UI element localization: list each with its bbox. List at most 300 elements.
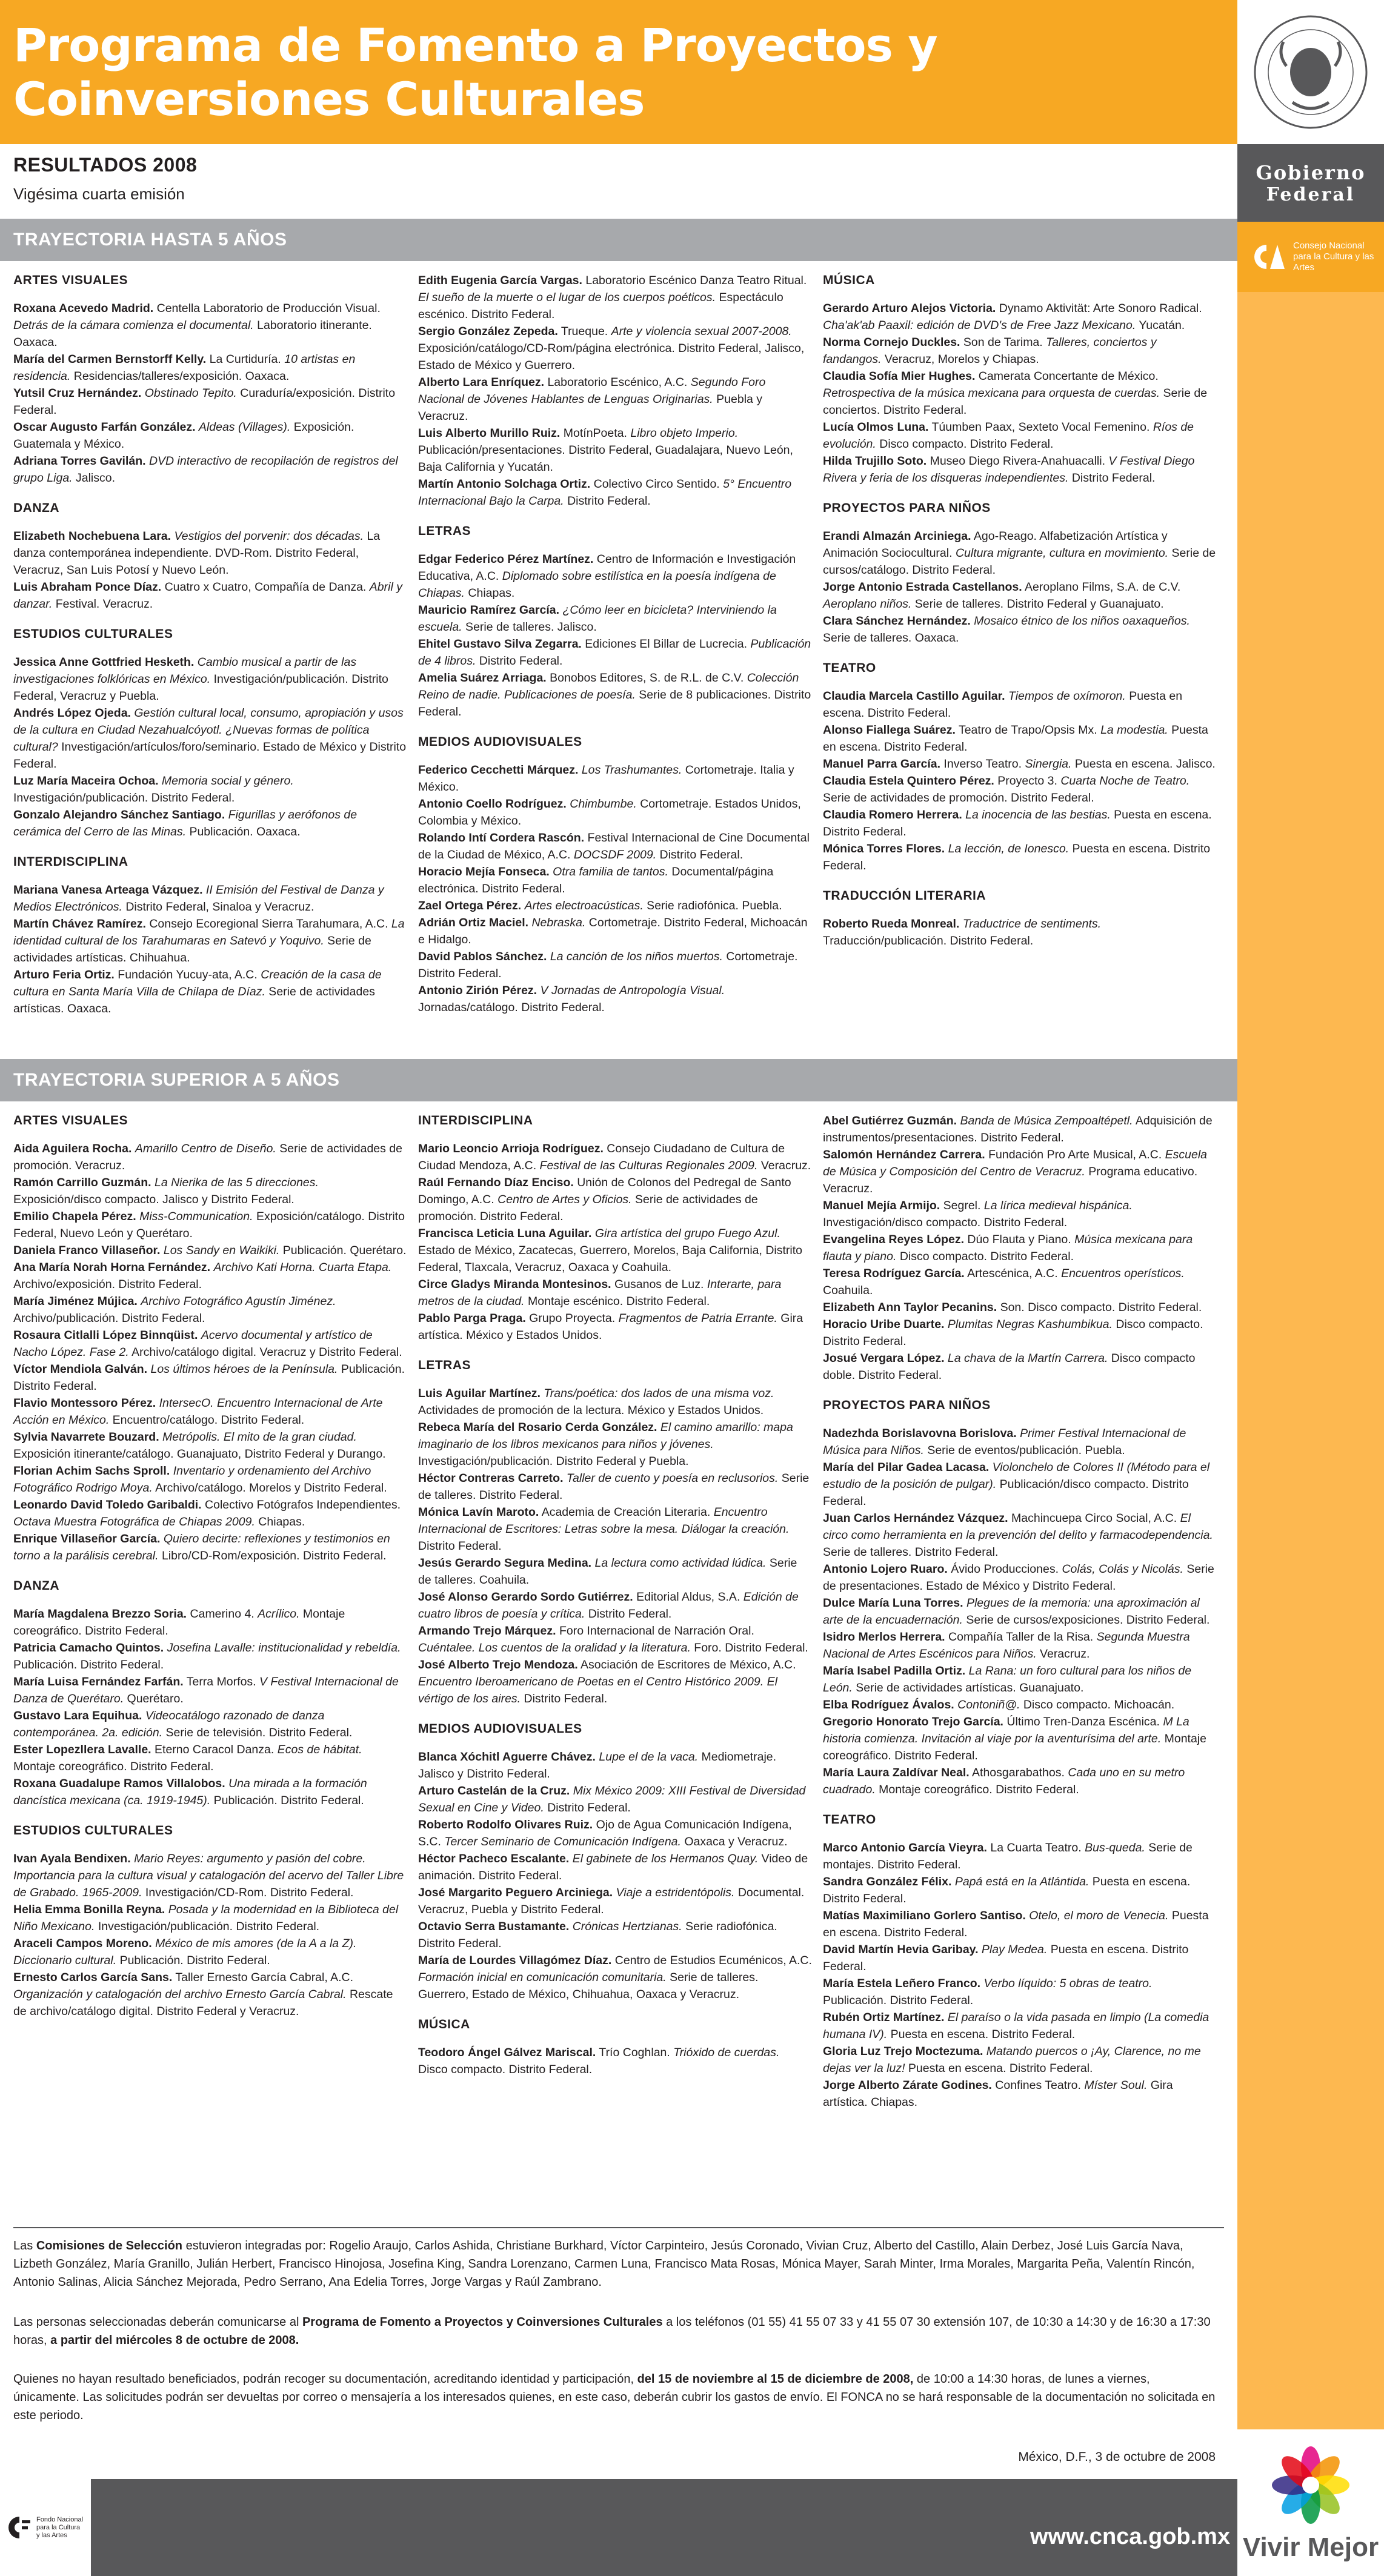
category-heading: ARTES VISUALES <box>13 273 128 287</box>
project-title: El circo como herramienta en la prevención del delito y farmacodependencia. <box>823 1512 1213 1542</box>
beneficiary-name: María del Pilar Gadea Lacasa. <box>823 1461 990 1474</box>
beneficiary-name: María Jiménez Mújica. <box>13 1295 138 1308</box>
beneficiary-entry <box>823 419 1217 453</box>
vivir-mejor-logo <box>1237 2429 1384 2576</box>
project-details: Puesta en escena. Distrito Federal. <box>823 808 1212 838</box>
beneficiary-entry <box>13 806 407 840</box>
beneficiary-entry <box>418 1918 812 1952</box>
beneficiary-entry <box>418 669 812 720</box>
section1-column-1 <box>13 272 407 1017</box>
beneficiary-name: Luis Alberto Murillo Ruiz. <box>418 427 561 440</box>
page-title: Programa de Fomento a Proyectos y Coinversiones Culturales <box>13 18 937 126</box>
project-details: Programa educativo. Veracruz. <box>823 1165 1198 1195</box>
beneficiary-entry <box>418 476 812 510</box>
project-details: Investigación/publicación. Distrito Federal. <box>95 1920 320 1933</box>
organization-text: Aeroplano Films, S.A. de C.V. <box>1022 580 1181 594</box>
beneficiary-name: Roxana Acevedo Madrid. <box>13 302 154 315</box>
organization-text: Son. Disco compacto. Distrito Federal. <box>997 1301 1202 1314</box>
project-title: Centro de Artes y Oficios. <box>497 1193 632 1206</box>
project-details: Jalisco. <box>72 471 116 485</box>
project-title: Aldeas (Villages). <box>198 420 291 434</box>
project-title: La chava de la Martín Carrera. <box>947 1352 1108 1365</box>
project-title: Tercer Seminario de Comunicación Indígena. <box>444 1835 681 1848</box>
text-fragment: de 10:00 a 14:30 horas, de lunes a viernes, únicamente. Las solicitudes podrán ser devueltas por correo o mensajería a los interesados quienes, en este caso, deberán cubrir los gastos de envío. El FONCA no se hará responsable de la documentación no solicitada en este periodo. <box>13 2372 1216 2422</box>
project-title: Inventario y ordenamiento del Archivo Fotográfico Rodrigo Moya. <box>13 1464 371 1495</box>
beneficiary-entry <box>823 1975 1217 2009</box>
category-heading: ARTES VISUALES <box>13 1114 128 1127</box>
project-details: Serie de 8 publicaciones. Distrito Federal. <box>418 688 811 719</box>
beneficiary-name: Héctor Contreras Carreto. <box>418 1472 564 1485</box>
project-details: Festival. Veracruz. <box>52 597 153 611</box>
beneficiary-entry <box>13 385 407 419</box>
project-details: Distrito Federal. <box>656 848 744 861</box>
project-title: Escuela de Música y Composición del Centro de Veracruz. <box>823 1148 1208 1178</box>
beneficiary-name: Antonio Lojero Ruaro. <box>823 1562 948 1576</box>
beneficiary-entry <box>418 914 812 948</box>
project-title: Acrílico. <box>258 1607 300 1621</box>
beneficiary-entry <box>13 1530 407 1564</box>
project-details: Exposición. Guatemala y México. <box>13 420 354 451</box>
organization-text: Trío Coghlan. <box>596 2046 674 2059</box>
beneficiary-entry <box>418 323 812 374</box>
project-details: Serie de actividades de promoción. Distrito Federal. <box>823 791 1094 805</box>
project-details: Disco compacto. Distrito Federal. <box>876 437 1054 451</box>
beneficiary-name: Yutsil Cruz Hernández. <box>13 387 142 400</box>
beneficiary-name: Lucía Olmos Luna. <box>823 420 929 434</box>
beneficiary-entry <box>13 1429 407 1462</box>
beneficiary-entry <box>13 1935 407 1969</box>
project-details: Gira artística. México y Estados Unidos. <box>418 1312 803 1342</box>
project-details: Serie de montajes. Distrito Federal. <box>823 1841 1193 1871</box>
conaculta-icon <box>1248 242 1286 272</box>
beneficiary-entry <box>823 1350 1217 1384</box>
section-bar-trayectoria-superior-5 <box>0 1059 1237 1101</box>
beneficiary-entry <box>823 1197 1217 1231</box>
organization-text: Cuatro x Cuatro, Compañía de Danza. <box>161 580 370 594</box>
project-details: Exposición/catálogo. Distrito Federal, Nuevo León y Querétaro. <box>13 1210 405 1240</box>
project-title: Detrás de la cámara comienza el documental. <box>13 319 254 332</box>
project-title: DOCSDF 2009. <box>573 848 657 861</box>
project-details: Veracruz. <box>757 1159 811 1172</box>
beneficiary-entry <box>823 579 1217 612</box>
category-heading: LETRAS <box>418 1358 471 1372</box>
beneficiary-name: Luz María Maceira Ochoa. <box>13 774 159 788</box>
beneficiary-entry <box>418 762 812 795</box>
organization-text: Ávido Producciones. <box>947 1562 1062 1576</box>
project-title: Festival de las Culturas Regionales 2009. <box>539 1159 758 1172</box>
beneficiary-entry <box>418 551 812 602</box>
beneficiary-name: Adrián Ortiz Maciel. <box>418 916 529 929</box>
text-fragment-bold: a partir del miércoles 8 de octubre de 2008. <box>50 2334 299 2347</box>
project-title: El camino amarillo: mapa imaginario de los libros mexicanos para niños y jóvenes. <box>418 1421 793 1451</box>
organization-text: Taller Ernesto García Cabral, A.C. <box>172 1971 354 1984</box>
beneficiary-name: Luis Abraham Ponce Díaz. <box>13 580 162 594</box>
project-details: Serie de presentaciones. Estado de México y Distrito Federal. <box>823 1562 1214 1593</box>
project-details: Disco compacto. Michoacán. <box>1020 1698 1175 1711</box>
beneficiary-name: Ana María Norah Horna Fernández. <box>13 1261 211 1274</box>
organization-text: Museo Diego Rivera-Anahuacalli. <box>927 454 1109 468</box>
project-title: Traductrice de sentiments. <box>962 917 1102 931</box>
project-title: M La historia comienza. Invitación al viaje por la aventurísima del arte. <box>823 1715 1189 1745</box>
project-details: Distrito Federal. <box>521 1692 608 1705</box>
fonca-icon <box>6 2514 33 2541</box>
category-heading: DANZA <box>13 1579 59 1593</box>
organization-text: Machincuepa Circo Social, A.C. <box>1008 1512 1180 1525</box>
project-details: Exposición itinerante/catálogo. Guanajuato, Distrito Federal y Durango. <box>13 1447 386 1461</box>
project-title: Segunda Muestra Nacional de Artes Escénicos para Niños. <box>823 1630 1190 1661</box>
beneficiary-name: Gustavo Lara Equihua. <box>13 1709 142 1722</box>
project-title: Chimbumbe. <box>570 797 637 811</box>
category-heading: TRADUCCIÓN LITERARIA <box>823 889 986 903</box>
beneficiary-name: Leonardo David Toledo Garibaldi. <box>13 1498 202 1512</box>
beneficiary-name: Mauricio Ramírez García. <box>418 603 560 617</box>
beneficiary-name: Víctor Mendiola Galván. <box>13 1363 148 1376</box>
project-details: Serie de actividades de promoción. Veracruz. <box>13 1142 402 1172</box>
beneficiary-entry <box>823 1713 1217 1764</box>
project-title: Memoria social y género. <box>161 774 294 788</box>
text-fragment: estuvieron integradas por: Rogelio Araujo, Carlos Ashida, Christiane Burkhard, Víctor Carpinteiro, Jesús Coronado, Vivian Cruz, Alberto del Castillo, Alain Derbez, José Luis García Nava, Lizbeth González, María Granillo, Julián Herbert, Francisco Hinojosa, Josefina King, Sandra Lorenzano, Carmen Luna, Francisco Mata Rosas, Mónica Mayer, Sarah Minter, Irma Morales, Margarita Peña, Valentín Rincón, Antonio Salinas, Alicia Sánchez Mejorada, Pedro Serrano, Ana Edelia Torres, Jorge Vargas y Raúl Zambrano. <box>13 2239 1195 2289</box>
beneficiary-entry <box>823 1299 1217 1316</box>
project-title: 5° Encuentro Internacional Bajo la Carpa. <box>418 477 792 508</box>
section1-column-3 <box>823 272 1217 949</box>
project-details: Documental/página electrónica. Distrito Federal. <box>418 865 774 895</box>
project-details: Publicación. Distrito Federal. <box>13 1363 405 1393</box>
project-title: Música mexicana para flauta y piano. <box>823 1233 1193 1263</box>
beneficiary-entry <box>418 1419 812 1470</box>
category-heading: MÚSICA <box>823 273 875 287</box>
project-details: Serie de talleres. Jalisco. <box>462 620 597 634</box>
beneficiary-name: Octavio Serra Bustamante. <box>418 1920 570 1933</box>
project-details: Distrito Federal. <box>1068 471 1156 485</box>
project-title: Quiero decirte: reflexiones y testimonios en torno a la parálisis cerebral. <box>13 1532 390 1562</box>
project-title: Sinergia. <box>1025 757 1072 771</box>
beneficiary-name: Arturo Castelán de la Cruz. <box>418 1784 570 1798</box>
project-title: Josefina Lavalle: institucionalidad y rebeldía. <box>167 1641 401 1655</box>
category-heading: PROYECTOS PARA NIÑOS <box>823 1398 991 1412</box>
organization-text: Confines Teatro. <box>991 2079 1085 2092</box>
beneficiary-name: Claudia Sofía Mier Hughes. <box>823 370 976 383</box>
project-title: V Jornadas de Antropología Visual. <box>540 984 725 997</box>
project-details: Publicación/disco compacto. Distrito Federal. <box>823 1478 1189 1508</box>
beneficiary-name: Dulce María Luna Torres. <box>823 1596 963 1610</box>
project-details: Traducción/publicación. Distrito Federal. <box>823 934 1034 948</box>
project-details: Puesta en escena. Distrito Federal. <box>823 1909 1209 1939</box>
beneficiary-name: Sandra González Félix. <box>823 1875 952 1888</box>
contact-paragraph <box>13 2313 1216 2349</box>
beneficiary-name: Daniela Franco Villaseñor. <box>13 1244 161 1257</box>
beneficiary-name: Patricia Camacho Quintos. <box>13 1641 164 1655</box>
beneficiary-entry <box>823 772 1217 806</box>
project-title: V Festival Internacional de Danza de Querétaro. <box>13 1675 399 1705</box>
project-details: Disco compacto. Distrito Federal. <box>823 1318 1203 1348</box>
beneficiary-entry <box>823 1595 1217 1628</box>
project-details: Veracruz. <box>1036 1647 1090 1661</box>
beneficiary-name: María Laura Zaldívar Neal. <box>823 1766 970 1779</box>
project-title: Gira artística del grupo Fuego Azul. <box>594 1227 780 1240</box>
website-link[interactable]: www.cnca.gob.mx <box>1030 2524 1231 2549</box>
project-details: Exposición/disco compacto. Jalisco y Distrito Federal. <box>13 1193 294 1206</box>
project-title: Artes electroacústicas. <box>524 899 644 912</box>
category-heading: ESTUDIOS CULTURALES <box>13 627 173 641</box>
project-details: Serie de actividades artísticas. Chihuahua. <box>13 934 371 964</box>
beneficiary-name: Ester Lopezllera Lavalle. <box>13 1743 151 1756</box>
category-heading: PROYECTOS PARA NIÑOS <box>823 501 991 515</box>
project-details: Cortometraje. Italia y México. <box>418 763 794 794</box>
fonca-logo <box>0 2479 91 2576</box>
category-heading: TEATRO <box>823 1813 876 1827</box>
project-title: La Nierika de las 5 direcciones. <box>154 1176 319 1189</box>
project-title: Verbo líquido: 5 obras de teatro. <box>983 1977 1153 1990</box>
project-details: Chiapas. <box>255 1515 305 1529</box>
project-title: Cada uno en su metro cuadrado. <box>823 1766 1185 1796</box>
project-details: Montaje coreográfico. Distrito Federal. <box>13 1760 214 1773</box>
project-details: Publicación. Distrito Federal. <box>823 1994 974 2007</box>
project-details: Foro. Distrito Federal. <box>690 1641 808 1655</box>
beneficiary-name: Juan Carlos Hernández Vázquez. <box>823 1512 1008 1525</box>
project-details: Serie radiofónica. Distrito Federal. <box>418 1920 777 1950</box>
beneficiary-name: Roberto Rueda Monreal. <box>823 917 960 931</box>
project-title: Otelo, el moro de Venecia. <box>1029 1909 1169 1922</box>
project-details: Serie de cursos/exposiciones. Distrito Federal. <box>962 1613 1210 1627</box>
project-details: Montaje coreográfico. Distrito Federal. <box>13 1607 345 1638</box>
project-title: Encuentros operísticos. <box>1061 1267 1185 1280</box>
beneficiary-entry <box>418 795 812 829</box>
beneficiary-name: Alberto Lara Enríquez. <box>418 376 545 389</box>
beneficiary-entry <box>13 1901 407 1935</box>
beneficiary-entry <box>13 1639 407 1673</box>
project-details: La danza contemporánea independiente. DVD-Rom. Distrito Federal, Veracruz, San Luis Potosí y Nuevo León. <box>13 529 381 577</box>
beneficiary-entry <box>823 1146 1217 1197</box>
beneficiary-entry <box>13 915 407 966</box>
project-details: Investigación/publicación. Distrito Federal, Veracruz y Puebla. <box>13 672 388 703</box>
beneficiary-entry <box>418 425 812 476</box>
project-details: Actividades de promoción de la lectura. México y Estados Unidos. <box>418 1404 764 1417</box>
beneficiary-entry <box>418 374 812 425</box>
beneficiary-name: Ehitel Gustavo Silva Zegarra. <box>418 637 582 651</box>
beneficiary-name: Evangelina Reyes López. <box>823 1233 965 1246</box>
organization-text: Ojo de Agua Comunicación Indígena, S.C. <box>418 1818 792 1848</box>
organization-text: Compañía Taller de la Risa. <box>945 1630 1097 1644</box>
beneficiary-entry <box>418 602 812 636</box>
beneficiary-name: Martín Antonio Solchaga Ortiz. <box>418 477 591 491</box>
beneficiary-name: Josué Vergara López. <box>823 1352 945 1365</box>
organization-text: Eterno Caracol Danza. <box>151 1743 278 1756</box>
project-details: Veracruz, Morelos y Chiapas. <box>881 353 1039 366</box>
project-title: La lección, de Ionesco. <box>948 842 1070 855</box>
beneficiary-name: Clara Sánchez Hernández. <box>823 614 971 628</box>
flower-logo-icon <box>1268 2443 1353 2528</box>
beneficiary-entry <box>418 1140 812 1174</box>
beneficiary-name: Luis Aguilar Martínez. <box>418 1387 541 1400</box>
beneficiary-entry <box>13 1605 407 1639</box>
beneficiary-name: Armando Trejo Márquez. <box>418 1624 556 1638</box>
beneficiary-name: Edgar Federico Pérez Martínez. <box>418 553 594 566</box>
project-title: Videocatálogo razonado de danza contemporánea. 2a. edición. <box>13 1709 325 1739</box>
project-title: Publicación de 4 libros. <box>418 637 811 668</box>
section2-column-2 <box>418 1112 812 2078</box>
beneficiary-entry <box>823 300 1217 334</box>
beneficiary-name: María Estela Leñero Franco. <box>823 1977 981 1990</box>
project-title: La canción de los niños muertos. <box>550 950 723 963</box>
beneficiary-name: Claudia Estela Quintero Pérez. <box>823 774 994 788</box>
beneficiary-entry <box>13 1327 407 1361</box>
beneficiary-name: Elba Rodríguez Ávalos. <box>823 1698 954 1711</box>
beneficiary-name: Ramón Carrillo Guzmán. <box>13 1176 151 1189</box>
project-details: Curaduría/exposición. Distrito Federal. <box>13 387 396 417</box>
conaculta-text: Consejo Nacional para la Cultura y las Artes <box>1293 241 1374 273</box>
beneficiary-entry <box>823 612 1217 646</box>
organization-text: Túumben Paax, Sexteto Vocal Femenino. <box>928 420 1153 434</box>
beneficiary-entry <box>823 453 1217 486</box>
beneficiary-entry <box>13 1208 407 1242</box>
project-title: Archivo Kati Horna. Cuarta Etapa. <box>213 1261 392 1274</box>
beneficiary-entry <box>13 528 407 579</box>
comisiones-paragraph <box>13 2237 1216 2291</box>
project-details: Archivo/exposición. Distrito Federal. <box>13 1278 202 1291</box>
project-title: Matando puercos o ¡Ay, Clarence, no me dejas ver la luz! <box>823 2045 1201 2075</box>
organization-text: Trueque. <box>557 325 611 338</box>
beneficiary-name: Hilda Trujillo Soto. <box>823 454 927 468</box>
beneficiary-name: Sylvia Navarrete Bouzard. <box>13 1430 159 1444</box>
project-title: Colección Reino de nadie. Publicaciones de poesía. <box>418 671 799 702</box>
beneficiary-name: Mónica Torres Flores. <box>823 842 945 855</box>
beneficiary-entry <box>823 1561 1217 1595</box>
project-details: Residencias/talleres/exposición. Oaxaca. <box>70 370 290 383</box>
beneficiary-entry <box>418 1850 812 1884</box>
beneficiary-entry <box>418 1174 812 1225</box>
beneficiary-name: Jessica Anne Gottfried Hesketh. <box>13 656 195 669</box>
project-details: Distrito Federal. <box>585 1607 672 1621</box>
project-title: Papá está en la Atlántida. <box>954 1875 1090 1888</box>
beneficiary-entry <box>13 1242 407 1259</box>
organization-text: Centella Laboratorio de Producción Visual. <box>153 302 381 315</box>
beneficiary-name: Mario Leoncio Arrioja Rodríguez. <box>418 1142 604 1155</box>
project-details: Serie de talleres. Coahuila. <box>418 1556 797 1587</box>
text-fragment: Las personas seleccionadas deberán comunicarse al <box>13 2315 302 2329</box>
project-details: Publicación. Distrito Federal. <box>13 1658 164 1671</box>
project-title: Primer Festival Internacional de Música para Niños. <box>823 1427 1186 1457</box>
vivir-mejor-label: Vivir Mejor <box>1242 2532 1379 2562</box>
beneficiary-name: Matías Maximiliano Gorlero Santiso. <box>823 1909 1026 1922</box>
beneficiary-name: Elizabeth Ann Taylor Pecanins. <box>823 1301 997 1314</box>
project-title: Segundo Foro Nacional de Jóvenes Hablantes de Lenguas Originarias. <box>418 376 766 406</box>
project-details: Serie de talleres. Distrito Federal. <box>418 1472 810 1502</box>
project-details: Puesta en escena. Distrito Federal. <box>823 842 1211 872</box>
project-title: La lectura como actividad lúdica. <box>594 1556 767 1570</box>
organization-text: Laboratorio Escénico Danza Teatro Ritual. <box>582 274 807 287</box>
project-title: Obstinado Tepito. <box>144 387 237 400</box>
right-sidebar-bar <box>1237 0 1384 2576</box>
project-details: Archivo/catálogo. Morelos y Distrito Federal. <box>152 1481 387 1495</box>
project-details: Estado de México, Zacatecas, Guerrero, Morelos, Baja California, Distrito Federal, Tlaxcala, Veracruz, Oaxaca y Coahuila. <box>418 1244 803 1274</box>
beneficiary-name: Gonzalo Alejandro Sánchez Santiago. <box>13 808 225 822</box>
project-title: Vestigios del porvenir: dos décadas. <box>174 529 364 543</box>
project-title: Mix México 2009: XIII Festival de Diversidad Sexual en Cine y Video. <box>418 1784 806 1814</box>
beneficiary-entry <box>418 982 812 1016</box>
beneficiary-entry <box>418 1656 812 1707</box>
beneficiary-name: Pablo Parga Praga. <box>418 1312 526 1325</box>
beneficiary-entry <box>418 1504 812 1555</box>
project-details: Encuentro/catálogo. Distrito Federal. <box>109 1413 305 1427</box>
project-title: La identidad cultural de los Tarahumaras en Satevó y Yoquivo. <box>13 917 405 948</box>
beneficiary-entry <box>823 1316 1217 1350</box>
beneficiary-name: Arturo Feria Ortiz. <box>13 968 115 981</box>
project-details: Cortometraje. Distrito Federal. <box>418 950 798 980</box>
beneficiary-name: Teresa Rodríguez García. <box>823 1267 965 1280</box>
project-title: Encuentro Internacional de Escritores: Letras sobre la mesa. Diálogar la creación. <box>418 1505 790 1536</box>
beneficiary-name: Aida Aguilera Rocha. <box>13 1142 132 1155</box>
beneficiary-entry <box>418 2044 812 2078</box>
project-title: Los Trashumantes. <box>581 763 682 777</box>
beneficiary-entry <box>823 2043 1217 2077</box>
eagle-seal-icon <box>1250 12 1371 133</box>
beneficiary-entry <box>418 636 812 669</box>
project-details: Investigación/publicación. Distrito Federal. <box>13 791 235 805</box>
organization-text: Bonobos Editores, S. de R.L. de C.V. <box>546 671 747 685</box>
beneficiary-entry <box>418 948 812 982</box>
project-details: Investigación/publicación. Distrito Federal y Puebla. <box>418 1455 689 1468</box>
beneficiary-entry <box>13 300 407 351</box>
beneficiary-entry <box>418 1470 812 1504</box>
project-title: Cuarta Noche de Teatro. <box>1060 774 1190 788</box>
project-details: Distrito Federal. <box>418 1539 502 1553</box>
project-details: Publicación. Distrito Federal. <box>116 1954 270 1967</box>
text-fragment: Quienes no hayan resultado beneficiados, podrán recoger su documentación, acreditando identidad y participación, <box>13 2372 637 2386</box>
project-title: El paraíso o la vida pasada en limpio (La comedia humana IV). <box>823 2011 1209 2041</box>
beneficiary-entry <box>13 351 407 385</box>
project-title: Metrópolis. El mito de la gran ciudad. <box>162 1430 357 1444</box>
beneficiary-name: Francisca Leticia Luna Aguilar. <box>418 1227 592 1240</box>
organization-text: Asociación de Escritores de México, A.C. <box>577 1658 796 1671</box>
project-title: México de mis amores (de la A a la Z). Diccionario cultural. <box>13 1937 357 1967</box>
organization-text: Terra Morfos. <box>183 1675 259 1688</box>
beneficiary-entry <box>13 1140 407 1174</box>
section1-column-2 <box>418 272 812 1016</box>
project-title: Interarte, para metros de la ciudad. <box>418 1278 782 1308</box>
beneficiary-name: Gloria Luz Trejo Moctezuma. <box>823 2045 983 2058</box>
beneficiary-name: Antonio Coello Rodríguez. <box>418 797 567 811</box>
project-title: Mosaico étnico de los niños oaxaqueños. <box>974 614 1190 628</box>
project-title: Gestión cultural local, consumo, apropiación y usos de la cultura en Ciudad Nezahualcóyotl. ¿Nuevas formas de política cultural? <box>13 706 404 754</box>
organization-text: La Curtiduría. <box>206 353 285 366</box>
project-title: Trans/poética: dos lados de una misma voz. <box>544 1387 774 1400</box>
text-fragment-bold: Comisiones de Selección <box>36 2239 183 2252</box>
beneficiary-entry <box>823 688 1217 722</box>
project-title: Ríos de evolución. <box>823 420 1194 451</box>
beneficiary-name: Martín Chávez Ramírez. <box>13 917 146 931</box>
project-details: Rescate de archivo/catálogo digital. Distrito Federal y Veracruz. <box>13 1988 393 2018</box>
divider <box>13 2227 1224 2228</box>
conaculta-logo <box>1237 222 1384 292</box>
project-title: 10 artistas en residencia. <box>13 353 356 383</box>
project-details: Documental. Veracruz, Puebla y Distrito Federal. <box>418 1886 805 1916</box>
project-title: Taller de cuento y poesía en reclusorios. <box>566 1472 779 1485</box>
project-details: Disco compacto doble. Distrito Federal. <box>823 1352 1196 1382</box>
results-subtitle: Vigésima cuarta emisión <box>13 185 185 203</box>
beneficiary-name: Edith Eugenia García Vargas. <box>418 274 582 287</box>
organization-text: Academia de Creación Literaria. <box>539 1505 714 1519</box>
project-title: Plumitas Negras Kashumbikua. <box>947 1318 1113 1331</box>
project-title: Play Medea. <box>981 1943 1048 1956</box>
project-details: Querétaro. <box>124 1692 184 1705</box>
beneficiary-entry <box>418 1588 812 1622</box>
project-title: Contoniñ@. <box>957 1698 1020 1711</box>
project-details: Serie de actividades artísticas. Oaxaca. <box>13 985 375 1015</box>
project-title: Ecos de hábitat. <box>277 1743 362 1756</box>
beneficiary-entry <box>13 772 407 806</box>
organization-text: Dynamo Aktivität: Arte Sonoro Radical. <box>996 302 1202 315</box>
project-details: Serie radiofónica. Puebla. <box>643 899 782 912</box>
